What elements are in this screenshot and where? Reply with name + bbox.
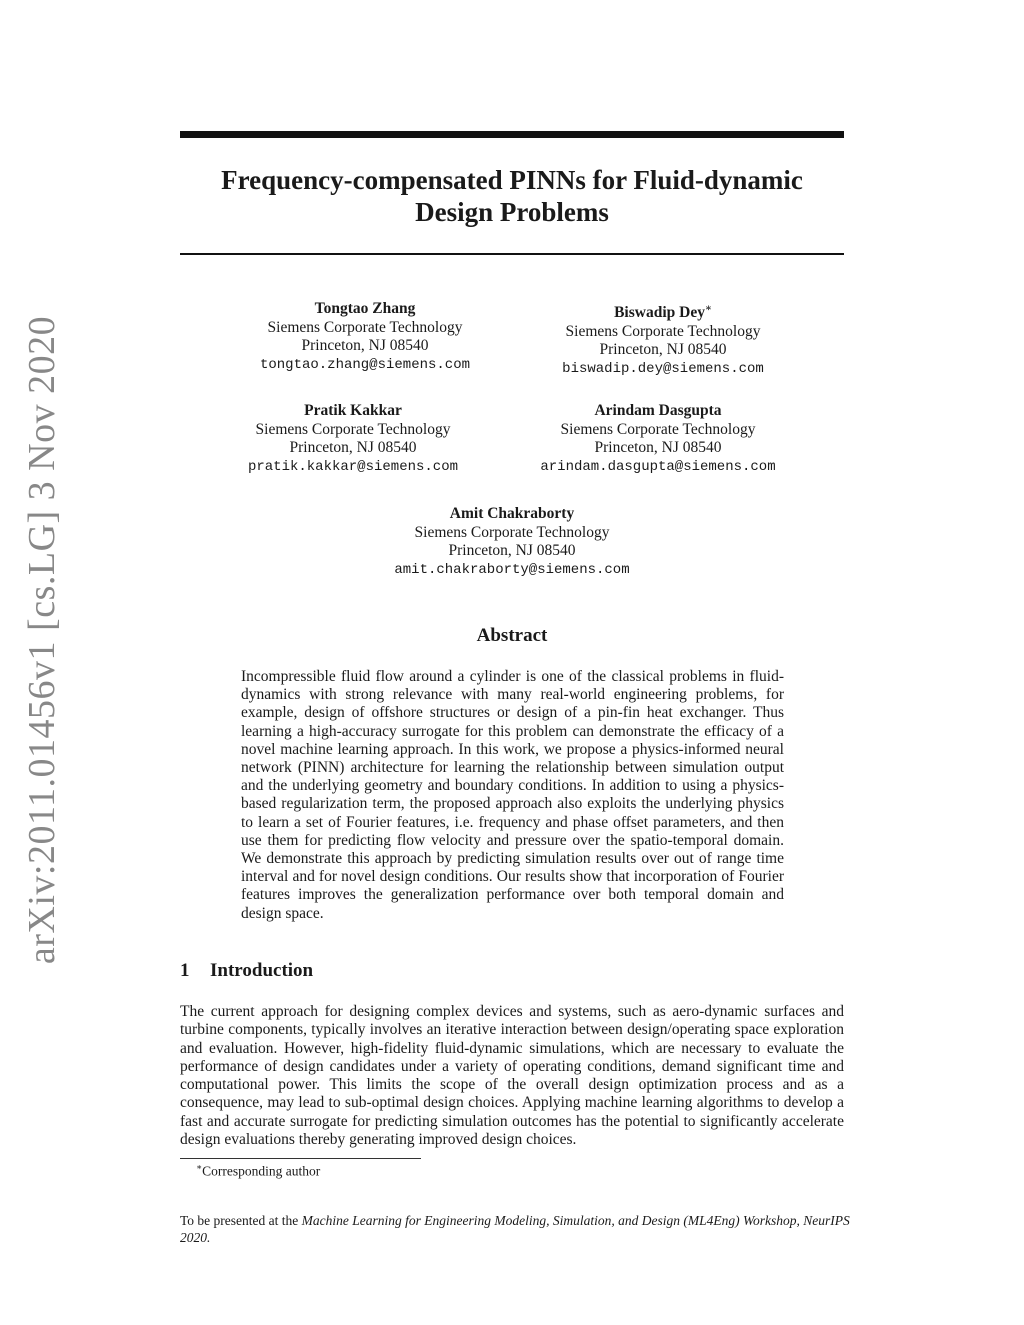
footnote-mark: ∗ (196, 1162, 203, 1172)
author-name: Arindam Dasgupta (594, 402, 722, 419)
author-block (215, 300, 515, 374)
author-email[interactable]: biswadip.dey@siemens.com (562, 360, 764, 377)
author-affiliation: Siemens Corporate Technology (565, 322, 761, 340)
venue-prefix: To be presented at the (180, 1213, 302, 1228)
author-name: Pratik Kakkar (304, 402, 402, 419)
author-name: Amit Chakraborty (449, 505, 575, 522)
author-email[interactable]: amit.chakraborty@siemens.com (394, 561, 630, 578)
author-email[interactable]: tongtao.zhang@siemens.com (259, 356, 471, 373)
title-line-2: Design Problems (415, 197, 609, 227)
intro-text: The current approach for designing complex devices and systems, such as aero-dynamic surfaces and turbine components, typically involves an iterative interaction between design/operating space exploration and evaluation. However, high-fidelity fluid-dynamic simulations, which are necessary to evaluate the performance of design candidates under a variety of operating conditions, demand significant time and computational power. This limits the scope of the overall design optimization process and as a consequence, may lead to sub-optimal design choices. Applying machine learning algorithms to develop a fast and accurate surrogate for predicting simulation outcomes has the potential to significantly accelerate design evaluations thereby generating improved design choices. (180, 1003, 844, 1149)
footnote-rule (180, 1158, 421, 1159)
section-heading (180, 960, 313, 982)
venue-name: Machine Learning for Engineering Modeling, Simulation, and Design (ML4Eng) Workshop, NeurIPS 2020. (180, 1213, 850, 1245)
author-block (508, 402, 808, 476)
author-affiliation: Siemens Corporate Technology (255, 420, 451, 438)
author-location: Princeton, NJ 08540 (301, 337, 429, 354)
footnote (196, 1162, 320, 1180)
footnote-text: Corresponding author (202, 1163, 321, 1179)
author-location: Princeton, NJ 08540 (599, 341, 727, 359)
author-name: Biswadip Dey (614, 304, 705, 322)
title-line-1: Frequency-compensated PINNs for Fluid-dynamic (221, 165, 803, 195)
section-number: 1 (180, 960, 190, 981)
author-email[interactable]: pratik.kakkar@siemens.com (247, 458, 459, 475)
author-location: Princeton, NJ 08540 (448, 542, 576, 559)
author-block (513, 300, 813, 378)
section-title: Introduction (210, 960, 314, 981)
arxiv-stamp-text: arXiv:2011.01456v1 [cs.LG] 3 Nov 2020 (21, 315, 63, 965)
author-footnote-mark: ∗ (704, 303, 712, 314)
author-name: Tongtao Zhang (314, 300, 416, 317)
title-top-rule (180, 131, 844, 138)
author-affiliation: Siemens Corporate Technology (414, 523, 610, 541)
author-email[interactable]: arindam.dasgupta@siemens.com (540, 458, 776, 475)
author-block (362, 505, 662, 579)
author-affiliation: Siemens Corporate Technology (560, 420, 756, 438)
author-block (203, 402, 503, 476)
title-bottom-rule (180, 253, 844, 255)
paper-title (180, 164, 844, 228)
author-affiliation: Siemens Corporate Technology (267, 318, 463, 336)
author-location: Princeton, NJ 08540 (289, 439, 417, 456)
venue-note (180, 1212, 850, 1246)
author-location: Princeton, NJ 08540 (594, 439, 722, 456)
author-name-wrap (513, 300, 813, 323)
abstract-text: Incompressible fluid flow around a cylinder is one of the classical problems in fluid-dynamics with strong relevance with many real-world engineering problems, for example, design of offshore structures or design of a pin-fin heat exchanger. Thus learning a high-accuracy surrogate for this problem can demonstrate the efficacy of a novel machine learning approach. In this work, we propose a physics-informed neural network (PINN) architecture for learning the relationship between simulation output and the underlying geometry and boundary conditions. In addition to using a physics-based regularization term, the proposed approach also exploits the underlying physics to learn a set of Fourier features, i.e. frequency and phase offset parameters, and then use them for predicting flow velocity and pressure over the spatio-temporal domain. We demonstrate this approach by predicting simulation results over out of range time interval and for novel design conditions. Our results show that incorporation of Fourier features improves the generalization performance over both temporal domain and design space. (241, 668, 784, 922)
abstract-heading: Abstract (476, 625, 548, 646)
